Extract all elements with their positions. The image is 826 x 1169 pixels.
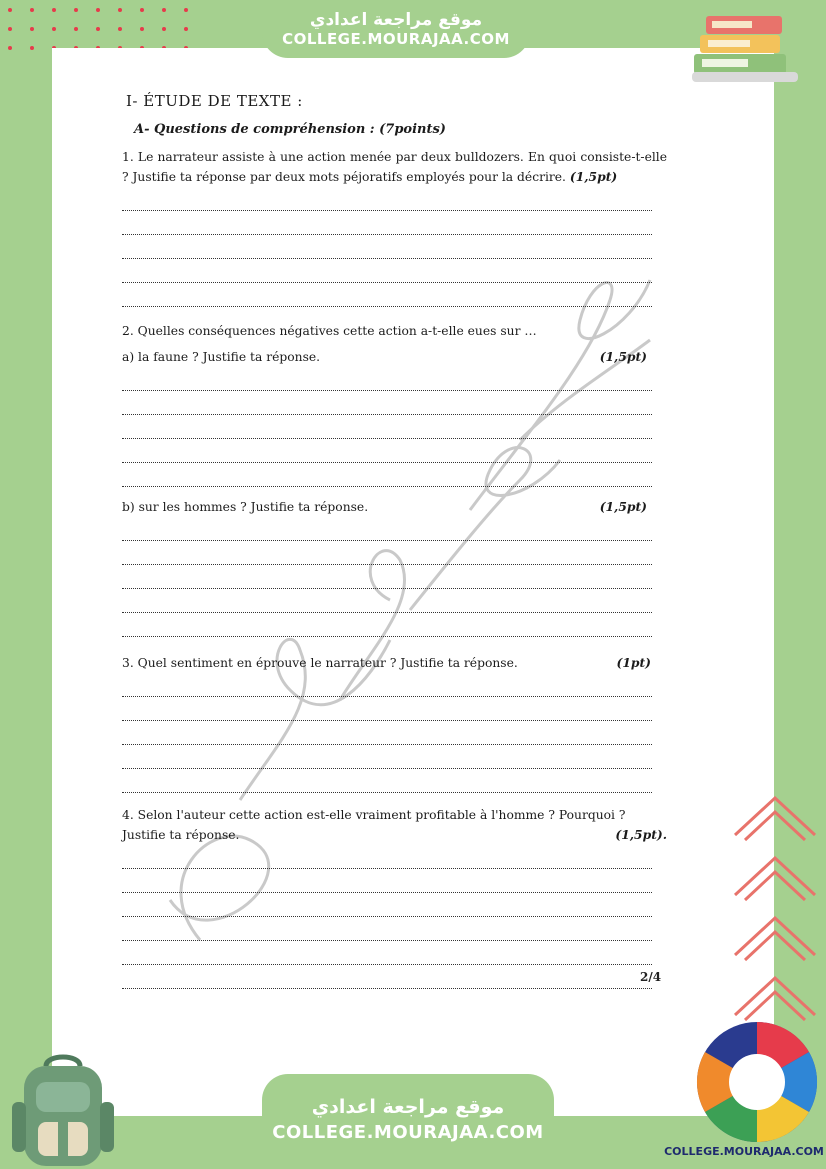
answer-line[interactable] [122,613,652,637]
question-2b-text: b) sur les hommes ? Justifie ta réponse. [122,500,369,514]
answer-lines-3[interactable] [122,673,667,793]
site-logo-label[interactable]: COLLEGE.MOURAJAA.COM [664,1145,824,1158]
question-1-text: 1. Le narrateur assiste à une action menée par deux bulldozers. En quoi consiste-t-elle ? Justifie ta réponse par deux mots péjoratifs employés pour la décrire. [122,150,667,184]
question-4-text-2: Justifie ta réponse. [122,828,240,842]
answer-line[interactable] [122,893,652,917]
answer-line[interactable] [122,589,652,613]
question-4 [122,805,667,845]
answer-lines-2a[interactable] [122,367,667,487]
answer-line[interactable] [122,845,652,869]
answer-line[interactable] [122,367,652,391]
answer-line[interactable] [122,941,652,965]
question-1 [122,147,667,187]
stacked-books-icon [690,10,802,90]
top-banner-url[interactable]: COLLEGE.MOURAJAA.COM [282,30,510,48]
question-4-text: 4. Selon l'auteur cette action est-elle vraiment profitable à l'homme ? Pourquoi ? [122,808,626,822]
section-subheading: A- Questions de compréhension : (7points) [134,122,446,137]
bottom-banner-arabic: موقع مراجعة اعدادي [311,1096,505,1118]
answer-line[interactable] [122,415,652,439]
question-3-text: 3. Quel sentiment en éprouve le narrateur ? Justifie ta réponse. [122,656,518,670]
question-2b-points: (1,5pt) [599,499,647,514]
chevron-up-icon [730,790,820,1030]
answer-line[interactable] [122,283,652,307]
answer-lines-1[interactable] [122,187,667,307]
answer-line[interactable] [122,259,652,283]
answer-line[interactable] [122,769,652,793]
question-1-points: (1,5pt) [569,169,618,184]
answer-line[interactable] [122,745,652,769]
question-2: 2. Quelles conséquences négatives cette action a-t-elle eues sur … [122,324,537,338]
top-banner [262,0,530,58]
question-3 [122,653,667,673]
answer-line[interactable] [122,869,652,893]
section-heading: I- ÉTUDE DE TEXTE : [126,92,303,110]
top-banner-arabic: موقع مراجعة اعدادي [309,10,483,30]
backpack-icon [8,1052,118,1169]
answer-line[interactable] [122,463,652,487]
bottom-banner [262,1074,554,1169]
answer-line[interactable] [122,439,652,463]
answer-line[interactable] [122,211,652,235]
answer-line[interactable] [122,917,652,941]
question-2a-text: a) la faune ? Justifie ta réponse. [122,350,321,364]
question-2b [122,497,667,517]
question-3-points: (1pt) [616,655,651,670]
page-number: 2/4 [640,970,662,984]
question-4-points: (1,5pt). [615,827,667,842]
answer-line[interactable] [122,565,652,589]
education-wheel-icon [692,1018,822,1146]
answer-line[interactable] [122,673,652,697]
exam-content [122,92,667,989]
answer-line[interactable] [122,391,652,415]
answer-line[interactable] [122,517,652,541]
bottom-banner-url[interactable]: COLLEGE.MOURAJAA.COM [272,1122,544,1143]
answer-line[interactable] [122,187,652,211]
answer-line[interactable] [122,235,652,259]
answer-line[interactable] [122,721,652,745]
answer-lines-2b[interactable] [122,517,667,637]
question-2a-points: (1,5pt) [599,349,647,364]
answer-lines-4[interactable] [122,845,667,989]
answer-line[interactable] [122,541,652,565]
answer-line[interactable] [122,697,652,721]
question-2a [122,347,667,367]
answer-line[interactable] [122,965,652,989]
